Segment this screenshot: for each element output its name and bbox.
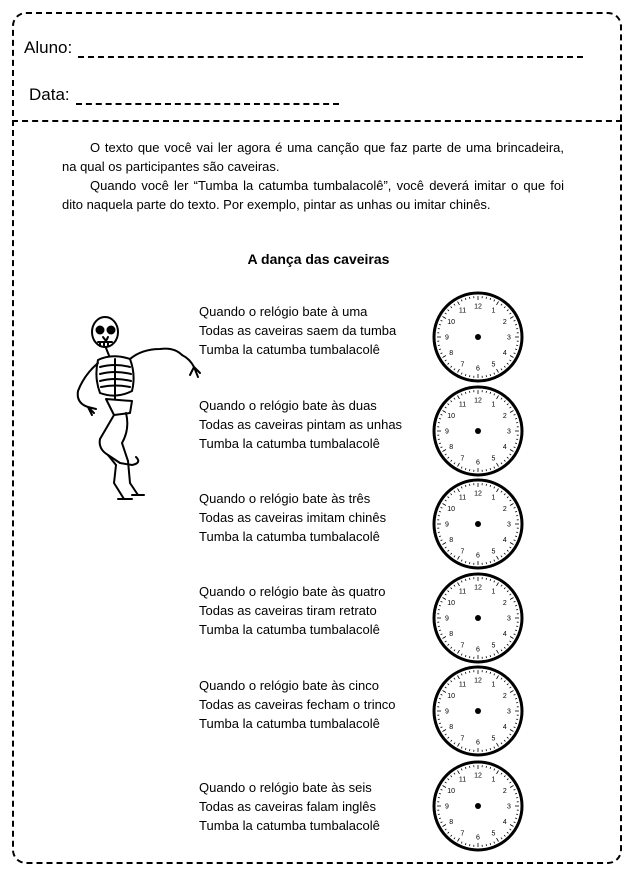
clock-number: 2: [502, 600, 507, 607]
clock-5-face[interactable]: [432, 665, 524, 757]
skeleton-illustration: [70, 315, 205, 505]
clock-number: 12: [474, 584, 482, 592]
stanza-line: Todas as caveiras saem da tumba: [199, 323, 397, 338]
intro-paragraph-1-text: O texto que você vai ler agora é uma canção que faz parte de uma brincadeira, na qual os participantes são caveiras.: [62, 140, 564, 174]
clock-1-face[interactable]: [432, 291, 524, 383]
clock-number: 4: [502, 819, 507, 826]
clock-center-dot: [475, 428, 481, 434]
clock-number: 7: [460, 548, 465, 556]
stanza-6: [199, 778, 380, 835]
clock-number: 10: [447, 506, 456, 513]
stanza-1: [199, 302, 396, 359]
stanza-line: Todas as caveiras imitam chinês: [199, 510, 387, 525]
stanza-line: Quando o relógio bate às três: [199, 491, 371, 506]
clock-number: 11: [458, 776, 467, 784]
clock-number: 9: [445, 615, 449, 623]
clock-number: 3: [507, 334, 511, 342]
clock-number: 4: [502, 444, 507, 451]
intro-paragraph-2-text: Quando você ler “Tumba la catumba tumbalacolê”, você deverá imitar o que foi dito naquela parte do texto. Por exemplo, pintar as unhas ou imitar chinês.: [62, 178, 564, 212]
stanza-5: [199, 676, 396, 733]
clock-center-dot: [475, 803, 481, 809]
clock-number: 6: [476, 646, 480, 654]
clock-2-face[interactable]: [432, 385, 524, 477]
clock-number: 2: [502, 693, 507, 700]
clock-number: 12: [474, 677, 482, 685]
clock-number: 1: [491, 681, 496, 689]
clock-number: 7: [460, 361, 465, 369]
stanza-line: Todas as caveiras fecham o trinco: [199, 697, 396, 712]
data-field[interactable]: [29, 85, 339, 105]
clock-number: 12: [474, 490, 482, 498]
stanza-line: Quando o relógio bate às duas: [199, 398, 377, 413]
clock-number: 8: [449, 631, 454, 638]
clock-number: 8: [449, 724, 454, 731]
clock-4-face[interactable]: [432, 572, 524, 664]
clock-number: 1: [491, 307, 496, 315]
stanza-line: Todas as caveiras tiram retrato: [199, 603, 377, 618]
clock-number: 9: [445, 334, 449, 342]
clock-number: 3: [507, 615, 511, 623]
clock-number: 11: [458, 401, 467, 409]
clock-3-face[interactable]: [432, 478, 524, 570]
clock-number: 4: [502, 350, 507, 357]
stanza-line: Tumba la catumba tumbalacolê: [199, 529, 380, 544]
intro-paragraph-1: [62, 138, 564, 176]
stanza-line: Todas as caveiras falam inglês: [199, 799, 377, 814]
stanza-line: Quando o relógio bate à uma: [199, 304, 368, 319]
clock-number: 2: [502, 506, 507, 513]
aluno-field[interactable]: [24, 38, 583, 58]
data-label: Data:: [29, 85, 70, 104]
clock-center-dot: [475, 615, 481, 621]
clock-number: 6: [476, 834, 480, 842]
stanza-line: Tumba la catumba tumbalacolê: [199, 818, 380, 833]
clock-number: 3: [507, 803, 511, 811]
clock-number: 3: [507, 428, 511, 436]
clock-number: 3: [507, 708, 511, 716]
clock-number: 9: [445, 708, 449, 716]
song-title: A dança das caveiras: [247, 251, 390, 267]
stanza-line: Tumba la catumba tumbalacolê: [199, 436, 380, 451]
clock-number: 10: [447, 788, 456, 795]
clock-number: 4: [502, 537, 507, 544]
clock-number: 1: [491, 494, 496, 502]
aluno-line[interactable]: [78, 44, 583, 58]
clock-number: 12: [474, 397, 482, 405]
clock-number: 4: [502, 631, 507, 638]
data-line[interactable]: [76, 91, 339, 105]
clock-number: 4: [502, 724, 507, 731]
clock-number: 9: [445, 803, 449, 811]
clock-number: 11: [458, 307, 467, 315]
clock-number: 1: [491, 776, 496, 784]
clock-number: 10: [447, 319, 456, 326]
clock-number: 6: [476, 459, 480, 467]
stanza-line: Tumba la catumba tumbalacolê: [199, 716, 380, 731]
clock-number: 2: [502, 319, 507, 326]
clock-number: 11: [458, 494, 467, 502]
clock-number: 12: [474, 772, 482, 780]
clock-number: 10: [447, 600, 456, 607]
clock-number: 7: [460, 735, 465, 743]
clock-number: 12: [474, 303, 482, 311]
clock-number: 5: [491, 830, 496, 838]
stanza-line: Quando o relógio bate às cinco: [199, 678, 379, 693]
clock-number: 5: [491, 455, 496, 463]
clock-number: 2: [502, 413, 507, 420]
clock-center-dot: [475, 334, 481, 340]
clock-number: 5: [491, 642, 496, 650]
stanza-line: Tumba la catumba tumbalacolê: [199, 622, 380, 637]
clock-number: 5: [491, 361, 496, 369]
clock-number: 8: [449, 819, 454, 826]
header-divider: [12, 120, 622, 122]
clock-number: 7: [460, 642, 465, 650]
aluno-label: Aluno:: [24, 38, 73, 57]
stanza-line: Quando o relógio bate às seis: [199, 780, 372, 795]
clock-center-dot: [475, 521, 481, 527]
clock-number: 6: [476, 552, 480, 560]
clock-number: 10: [447, 693, 456, 700]
clock-number: 1: [491, 588, 496, 596]
clock-number: 9: [445, 521, 449, 529]
clock-number: 8: [449, 444, 454, 451]
stanza-3: [199, 489, 386, 546]
clock-number: 5: [491, 735, 496, 743]
clock-number: 2: [502, 788, 507, 795]
clock-number: 8: [449, 350, 454, 357]
stanza-line: Todas as caveiras pintam as unhas: [199, 417, 403, 432]
clock-number: 7: [460, 455, 465, 463]
intro-paragraph-2: [62, 176, 564, 214]
stanza-4: [199, 582, 385, 639]
clock-6-face[interactable]: [432, 760, 524, 852]
clock-number: 11: [458, 681, 467, 689]
clock-number: 3: [507, 521, 511, 529]
clock-number: 6: [476, 739, 480, 747]
clock-number: 7: [460, 830, 465, 838]
stanza-2: [199, 396, 402, 453]
clock-number: 10: [447, 413, 456, 420]
clock-number: 8: [449, 537, 454, 544]
clock-number: 9: [445, 428, 449, 436]
clock-number: 11: [458, 588, 467, 596]
clock-number: 1: [491, 401, 496, 409]
clock-center-dot: [475, 708, 481, 714]
clock-number: 6: [476, 365, 480, 373]
stanza-line: Tumba la catumba tumbalacolê: [199, 342, 380, 357]
stanza-line: Quando o relógio bate às quatro: [199, 584, 386, 599]
clock-number: 5: [491, 548, 496, 556]
